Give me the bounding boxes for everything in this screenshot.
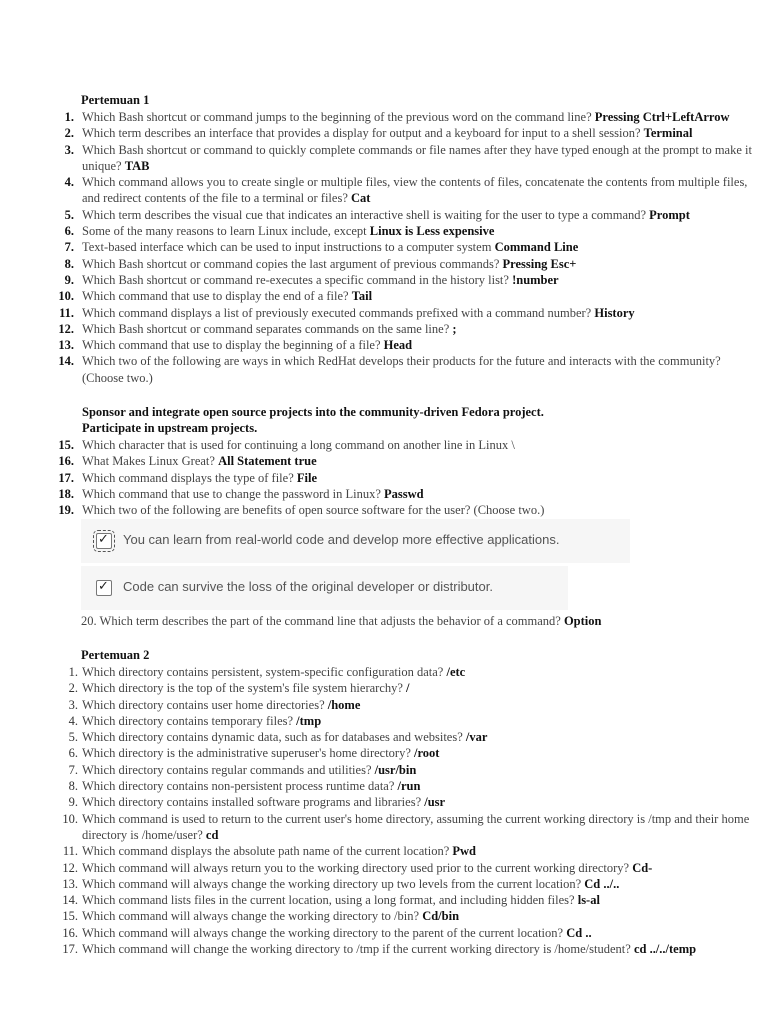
question-answer: Cd- [632, 860, 653, 875]
question-number: 10. [62, 811, 78, 826]
question-number: 8. [68, 779, 78, 794]
question-item [0, 256, 768, 272]
question-text-block [82, 713, 762, 729]
option-19-first [81, 519, 630, 563]
question-20-answer: Option [563, 614, 602, 628]
question-text: Which directory contains user home directories? [82, 697, 325, 712]
question-number: 6. [64, 224, 74, 239]
question-list-pertemuan-1-continued [0, 437, 768, 518]
question-text-block [82, 876, 762, 892]
question-answer: Cd/bin [422, 909, 460, 924]
question-text: What Makes Linux Great? [82, 454, 215, 469]
question-text-block [82, 337, 762, 353]
question-number: 6. [68, 746, 78, 761]
question-answer: ; [452, 321, 457, 336]
question-20-text: 20. Which term describes the part of the command line that adjusts the behavior of a command? [81, 614, 561, 628]
question-number: 19. [58, 503, 74, 518]
section-heading-pertemuan-1: Pertemuan 1 [81, 93, 150, 107]
question-item [0, 680, 768, 696]
question-answer: Head [383, 338, 413, 353]
question-text-block [82, 680, 762, 696]
question-number: 18. [58, 486, 74, 501]
question-number: 7. [68, 762, 78, 777]
question-text: Which directory contains non-persistent process runtime data? [82, 779, 395, 794]
question-text-block [82, 305, 762, 321]
question-number: 16. [62, 925, 78, 940]
question-answer: /usr [424, 795, 446, 810]
question-text-block [82, 437, 762, 453]
question-text: Which command will always change the working directory to the parent of the current location? [82, 925, 564, 940]
question-number: 12. [58, 321, 74, 336]
question-number: 14. [58, 354, 74, 369]
question-answer: History [594, 305, 635, 320]
question-text-block [82, 892, 762, 908]
question-text-block [82, 321, 762, 337]
checkbox-checked-icon [96, 533, 112, 549]
question-item [0, 174, 768, 207]
question-text-block [82, 941, 762, 957]
question-text: Which command displays the absolute path name of the current location? [82, 844, 450, 859]
question-text: Text-based interface which can be used to input instructions to a computer system [82, 240, 492, 255]
question-answer: Cat [351, 191, 371, 206]
question-number: 3. [64, 142, 74, 157]
question-answer: Pressing Ctrl+LeftArrow [594, 110, 730, 124]
question-text-block [82, 729, 762, 745]
question-text: Which command that use to display the beginning of a file? [82, 338, 381, 353]
question-item [0, 762, 768, 778]
question-text: Which term describes the visual cue that indicates an interactive shell is waiting for the user to type a command? [82, 207, 647, 222]
question-text: Which Bash shortcut or command to quickly complete commands or file names after they have typed enough at the prompt to make it unique? [82, 142, 752, 173]
question-text: Which directory contains dynamic data, such as for databases and websites? [82, 730, 463, 745]
question-item [0, 239, 768, 255]
question-number: 1. [68, 665, 78, 679]
question-text: Which Bash shortcut or command copies the last argument of previous commands? [82, 256, 500, 271]
question-item [0, 908, 768, 924]
question-text: Which command will always change the working directory to /bin? [82, 909, 420, 924]
section-heading-pertemuan-2: Pertemuan 2 [81, 648, 150, 662]
question-item [0, 353, 768, 386]
question-text: Which directory contains installed software programs and libraries? [82, 795, 422, 810]
question-item [0, 794, 768, 810]
question-answer: /usr/bin [374, 762, 417, 777]
question-answer: cd ../../temp [633, 942, 697, 957]
question-number: 12. [62, 860, 78, 875]
question-text-block [82, 486, 762, 502]
question-text-block [82, 745, 762, 761]
question-item [0, 843, 768, 859]
question-number: 1. [64, 110, 74, 124]
question-answer: File [296, 470, 318, 485]
question-answer: cd [205, 827, 219, 842]
question-text-block [82, 239, 762, 255]
question-number: 13. [58, 338, 74, 353]
question-text-block [82, 762, 762, 778]
question-text-block [82, 664, 762, 680]
question-text: Which character that is used for continuing a long command on another line in Linux \ [82, 438, 515, 452]
question-text: Which command displays the type of file? [82, 470, 294, 485]
question-text-block [82, 794, 762, 810]
question-answer: ls-al [577, 893, 600, 908]
question-answer: Passwd [384, 486, 424, 501]
question-answer: TAB [124, 158, 150, 173]
answer-14-first: Sponsor and integrate open source projects into the community-driven Fedora project. [82, 405, 544, 419]
question-number: 2. [64, 126, 74, 141]
question-text-block [82, 811, 762, 844]
question-number: 15. [58, 438, 74, 452]
question-number: 3. [68, 697, 78, 712]
question-answer: Cd ../.. [584, 876, 620, 891]
question-answer: Tail [351, 289, 373, 304]
question-text: Which command will always change the working directory up two levels from the current location? [82, 876, 582, 891]
question-text-block [82, 860, 762, 876]
question-text: Which Bash shortcut or command separates commands on the same line? [82, 321, 450, 336]
question-item [0, 713, 768, 729]
question-text: Which command displays a list of previously executed commands prefixed with a command number? [82, 305, 592, 320]
question-text-block [82, 288, 762, 304]
question-answer: Prompt [649, 207, 690, 222]
question-number: 14. [62, 893, 78, 908]
question-answer: All Statement true [218, 454, 317, 469]
question-number: 4. [68, 713, 78, 728]
question-item [0, 697, 768, 713]
question-text-block [82, 908, 762, 924]
question-number: 10. [58, 289, 74, 304]
question-item [0, 729, 768, 745]
question-text: Which two of the following are benefits of open source software for the user? (Choose two.) [82, 503, 545, 518]
question-text: Which Bash shortcut or command re-executes a specific command in the history list? [82, 272, 509, 287]
question-item [0, 453, 768, 469]
question-number: 17. [62, 942, 78, 957]
question-item [0, 941, 768, 957]
question-text-block [82, 353, 762, 386]
question-item [0, 437, 768, 453]
question-answer: / [406, 681, 410, 696]
question-item [0, 486, 768, 502]
question-text: Which command will always return you to the working directory used prior to the current working directory? [82, 860, 630, 875]
question-list-pertemuan-1 [0, 109, 768, 386]
question-item [0, 811, 768, 844]
question-answer: /root [414, 746, 440, 761]
question-list-pertemuan-2 [0, 664, 768, 957]
question-answer: /etc [446, 665, 466, 679]
question-text-block [82, 925, 762, 941]
option-19-first-label: You can learn from real-world code and develop more effective applications. [123, 532, 560, 547]
question-number: 17. [58, 470, 74, 485]
question-text-block [82, 697, 762, 713]
question-item [0, 502, 768, 518]
question-number: 5. [64, 207, 74, 222]
question-item [0, 892, 768, 908]
question-number: 16. [58, 454, 74, 469]
question-number: 11. [59, 305, 74, 320]
question-text: Which directory contains regular commands and utilities? [82, 762, 372, 777]
question-number: 2. [68, 681, 78, 696]
question-item [0, 305, 768, 321]
question-item [0, 745, 768, 761]
question-text-block [82, 125, 762, 141]
question-text-block [82, 272, 762, 288]
answer-14-second: Participate in upstream projects. [82, 421, 258, 435]
question-text-block [82, 843, 762, 859]
question-item [0, 288, 768, 304]
question-text-block [82, 453, 762, 469]
question-answer: Pwd [452, 844, 476, 859]
question-text-block [82, 174, 762, 207]
question-answer: Command Line [494, 240, 579, 255]
question-item [0, 142, 768, 175]
question-number: 4. [64, 175, 74, 190]
question-number: 13. [62, 876, 78, 891]
question-item [0, 925, 768, 941]
question-number: 5. [68, 730, 78, 745]
question-text-block [82, 223, 762, 239]
question-item [0, 223, 768, 239]
question-text: Which command lists files in the current location, using a long format, and including hidden files? [82, 893, 575, 908]
question-answer: /tmp [296, 713, 322, 728]
question-item [0, 109, 768, 125]
question-text-block [82, 109, 762, 125]
question-text-block [82, 142, 762, 175]
question-item [0, 125, 768, 141]
question-text-block [82, 256, 762, 272]
question-number: 7. [64, 240, 74, 255]
question-text: Which directory is the top of the system's file system hierarchy? [82, 681, 403, 696]
question-number: 9. [64, 272, 74, 287]
question-item [0, 664, 768, 680]
question-answer: !number [512, 272, 559, 287]
question-text: Which Bash shortcut or command jumps to the beginning of the previous word on the command line? [82, 110, 592, 124]
question-item [0, 860, 768, 876]
question-item [0, 337, 768, 353]
question-text: Which command that use to change the password in Linux? [82, 486, 381, 501]
question-number: 9. [68, 795, 78, 810]
option-19-second-label: Code can survive the loss of the original developer or distributor. [123, 579, 493, 594]
question-number: 8. [64, 256, 74, 271]
question-text: Which directory contains persistent, system-specific configuration data? [82, 665, 444, 679]
question-text-block [82, 207, 762, 223]
question-text: Which command will change the working directory to /tmp if the current working directory is /home/student? [82, 942, 631, 957]
question-text-block [82, 502, 762, 518]
question-text: Which directory is the administrative superuser's home directory? [82, 746, 411, 761]
question-answer: Terminal [643, 126, 693, 141]
question-text: Which directory contains temporary files? [82, 713, 294, 728]
question-item [0, 272, 768, 288]
question-20 [81, 614, 601, 629]
question-number: 15. [62, 909, 78, 924]
question-text-block [82, 470, 762, 486]
question-text: Which command that use to display the end of a file? [82, 289, 349, 304]
question-item [0, 778, 768, 794]
question-item [0, 470, 768, 486]
question-answer: /home [327, 697, 361, 712]
question-answer: Linux is Less expensive [369, 224, 495, 239]
question-answer: Cd .. [566, 925, 592, 940]
question-text: Which command is used to return to the current user's home directory, assuming the current working directory is /tmp and their home directory is /home/user? [82, 811, 750, 842]
question-text: Which two of the following are ways in which RedHat develops their products for the future and interacts with the community? (Choose two.) [82, 354, 721, 385]
question-text: Some of the many reasons to learn Linux include, except [82, 224, 367, 239]
question-number: 11. [62, 844, 78, 859]
question-item [0, 207, 768, 223]
question-text: Which command allows you to create single or multiple files, view the contents of files, concatenate the contents from multiple files, and redirect contents of the file to a terminal or files? [82, 175, 748, 206]
question-item [0, 876, 768, 892]
checkbox-checked-icon [96, 580, 112, 596]
question-answer: /var [465, 730, 488, 745]
question-item [0, 321, 768, 337]
option-19-second [81, 566, 568, 610]
question-text-block [82, 778, 762, 794]
question-text: Which term describes an interface that provides a display for output and a keyboard for input to a shell session? [82, 126, 641, 141]
question-answer: Pressing Esc+ [502, 256, 577, 271]
question-answer: /run [397, 779, 421, 794]
